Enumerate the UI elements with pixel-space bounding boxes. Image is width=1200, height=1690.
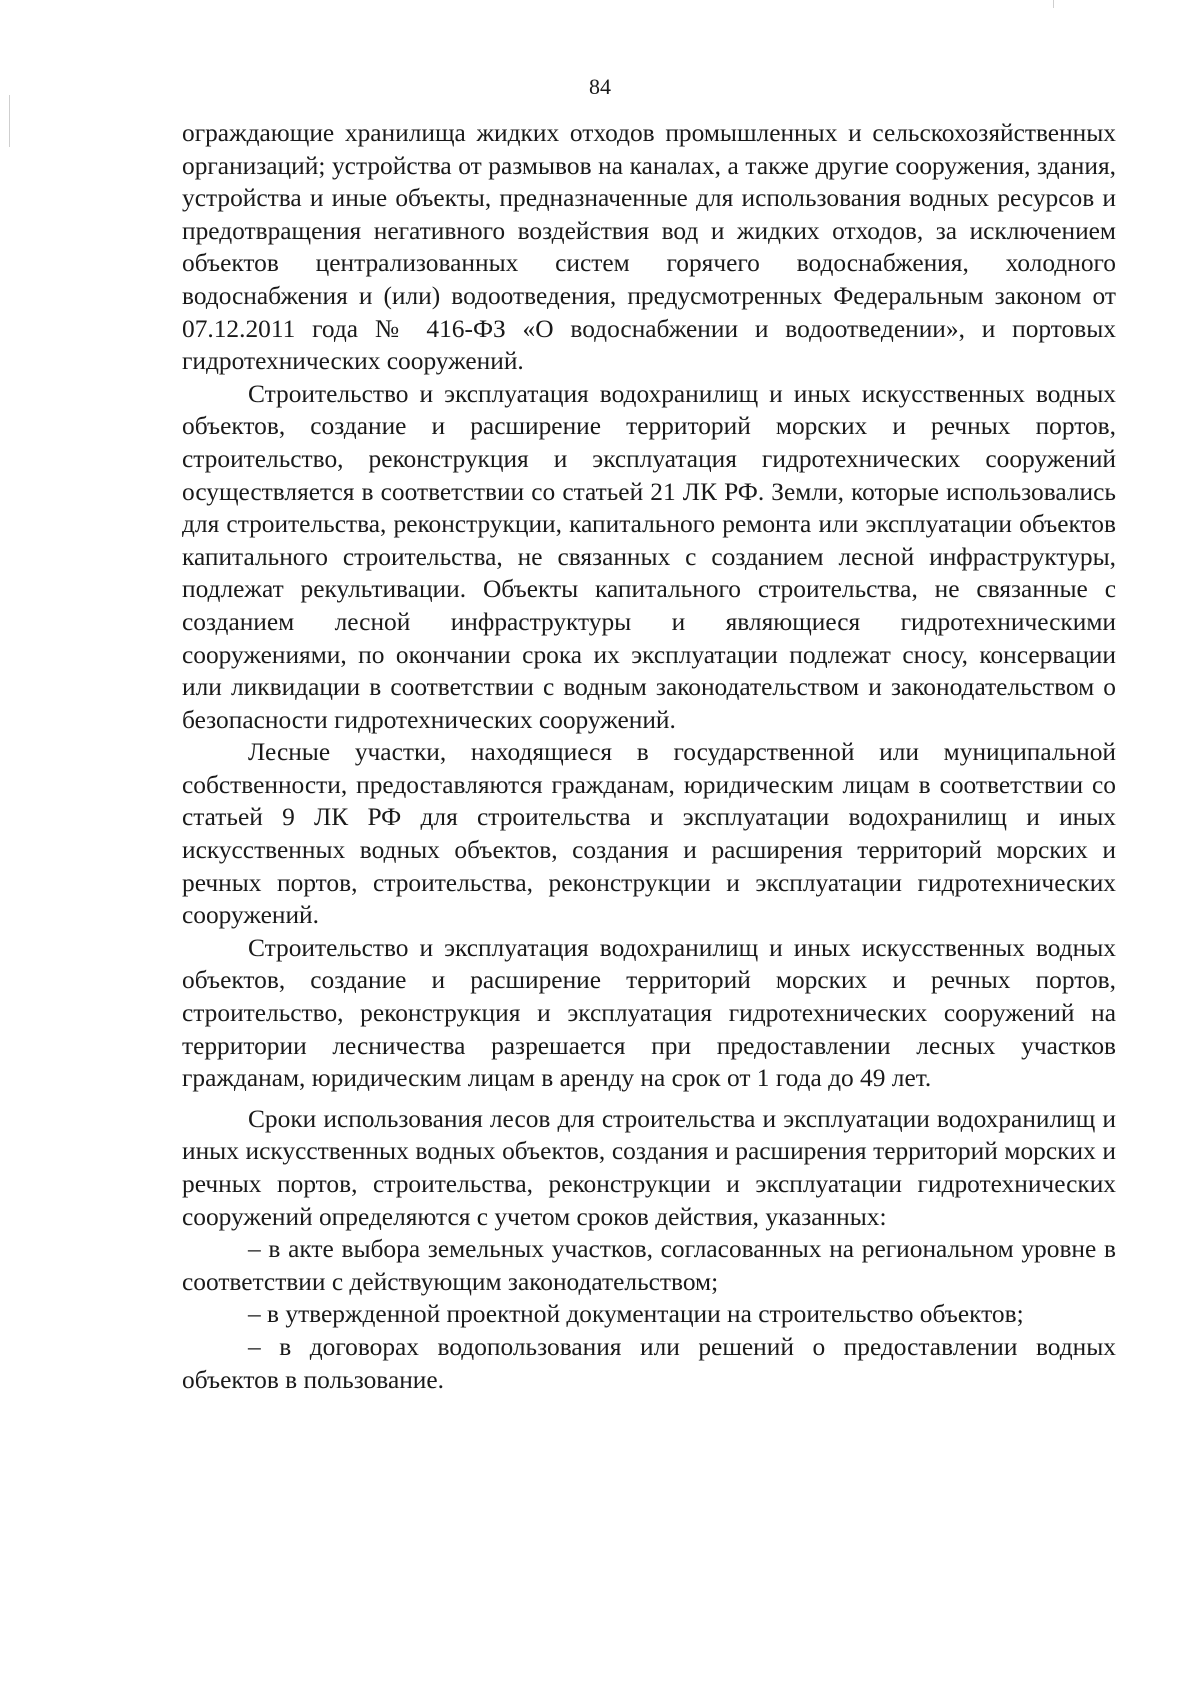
- list-item-land-selection-act: – в акте выбора земельных участков, согласованных на региональном уровне в соответствии с действующим законодательством;: [182, 1235, 1116, 1296]
- page-number: 84: [589, 74, 611, 99]
- scan-margin-mark: [9, 95, 10, 147]
- list-item-project-documentation: – в утвержденной проектной документации на строительство объектов;: [248, 1300, 1024, 1329]
- paragraph-usage-periods: Сроки использования лесов для строительства и эксплуатации водохранилищ и иных искусственных водных объектов, создания и расширения территорий морских и речных портов, строительства, реконструкции и эксплуатации гидротехнических сооружений определяются с учетом сроков действия, указанных:: [182, 1104, 1116, 1231]
- scan-top-mark: [1053, 0, 1054, 8]
- paragraph-continuation: ограждающие хранилища жидких отходов промышленных и сельскохозяйственных организаций; устройства от размывов на каналах, а также другие сооружения, здания, устройства и иные объекты, предназначенные для использования водных ресурсов и предотвращения негативного воздействия вод и жидких отходов, за исключением объектов централизованных систем горячего водоснабжения, холодного водоснабжения и (или) водоотведения, предусмотренных Федеральным законом от 07.12.2011 года № 416-ФЗ «О водоснабжении и водоотведении», и портовых гидротехнических сооружений.: [182, 119, 1116, 376]
- document-body: [182, 117, 1116, 1396]
- paragraph-forest-plots-provision: Лесные участки, находящиеся в государственной или муниципальной собственности, предоставляются гражданам, юридическим лицам в соответствии со статьей 9 ЛК РФ для строительства и эксплуатации водохранилищ и иных искусственных водных объектов, создания и расширения территорий морских и речных портов, строительства, реконструкции и эксплуатации гидротехнических сооружений.: [182, 738, 1116, 930]
- list-item-water-use-agreements: – в договорах водопользования или решений о предоставлении водных объектов в пользование.: [182, 1332, 1116, 1394]
- paragraph-construction-operation: Строительство и эксплуатация водохранилищ и иных искусственных водных объектов, создание и расширение территорий морских и речных портов, строительство, реконструкция и эксплуатация гидротехнических сооружений осуществляется в соответствии со статьей 21 ЛК РФ. Земли, которые использовались для строительства, реконструкции, капитального ремонта или эксплуатации объектов капитального строительства, не связанных с созданием лесной инфраструктуры, подлежат рекультивации. Объекты капитального строительства, не связанные с созданием лесной инфраструктуры и являющиеся гидротехническими сооружениями, по окончании срока их эксплуатации подлежат сносу, консервации или ликвидации в соответствии с водным законодательством и законодательством о безопасности гидротехнических сооружений.: [182, 379, 1116, 734]
- paragraph-lease-terms: Строительство и эксплуатация водохранилищ и иных искусственных водных объектов, создание и расширение территорий морских и речных портов, строительство, реконструкция и эксплуатация гидротехнических сооружений на территории лесничества разрешается при предоставлении лесных участков гражданам, юридическим лицам в аренду на срок от 1 года до 49 лет.: [182, 933, 1116, 1093]
